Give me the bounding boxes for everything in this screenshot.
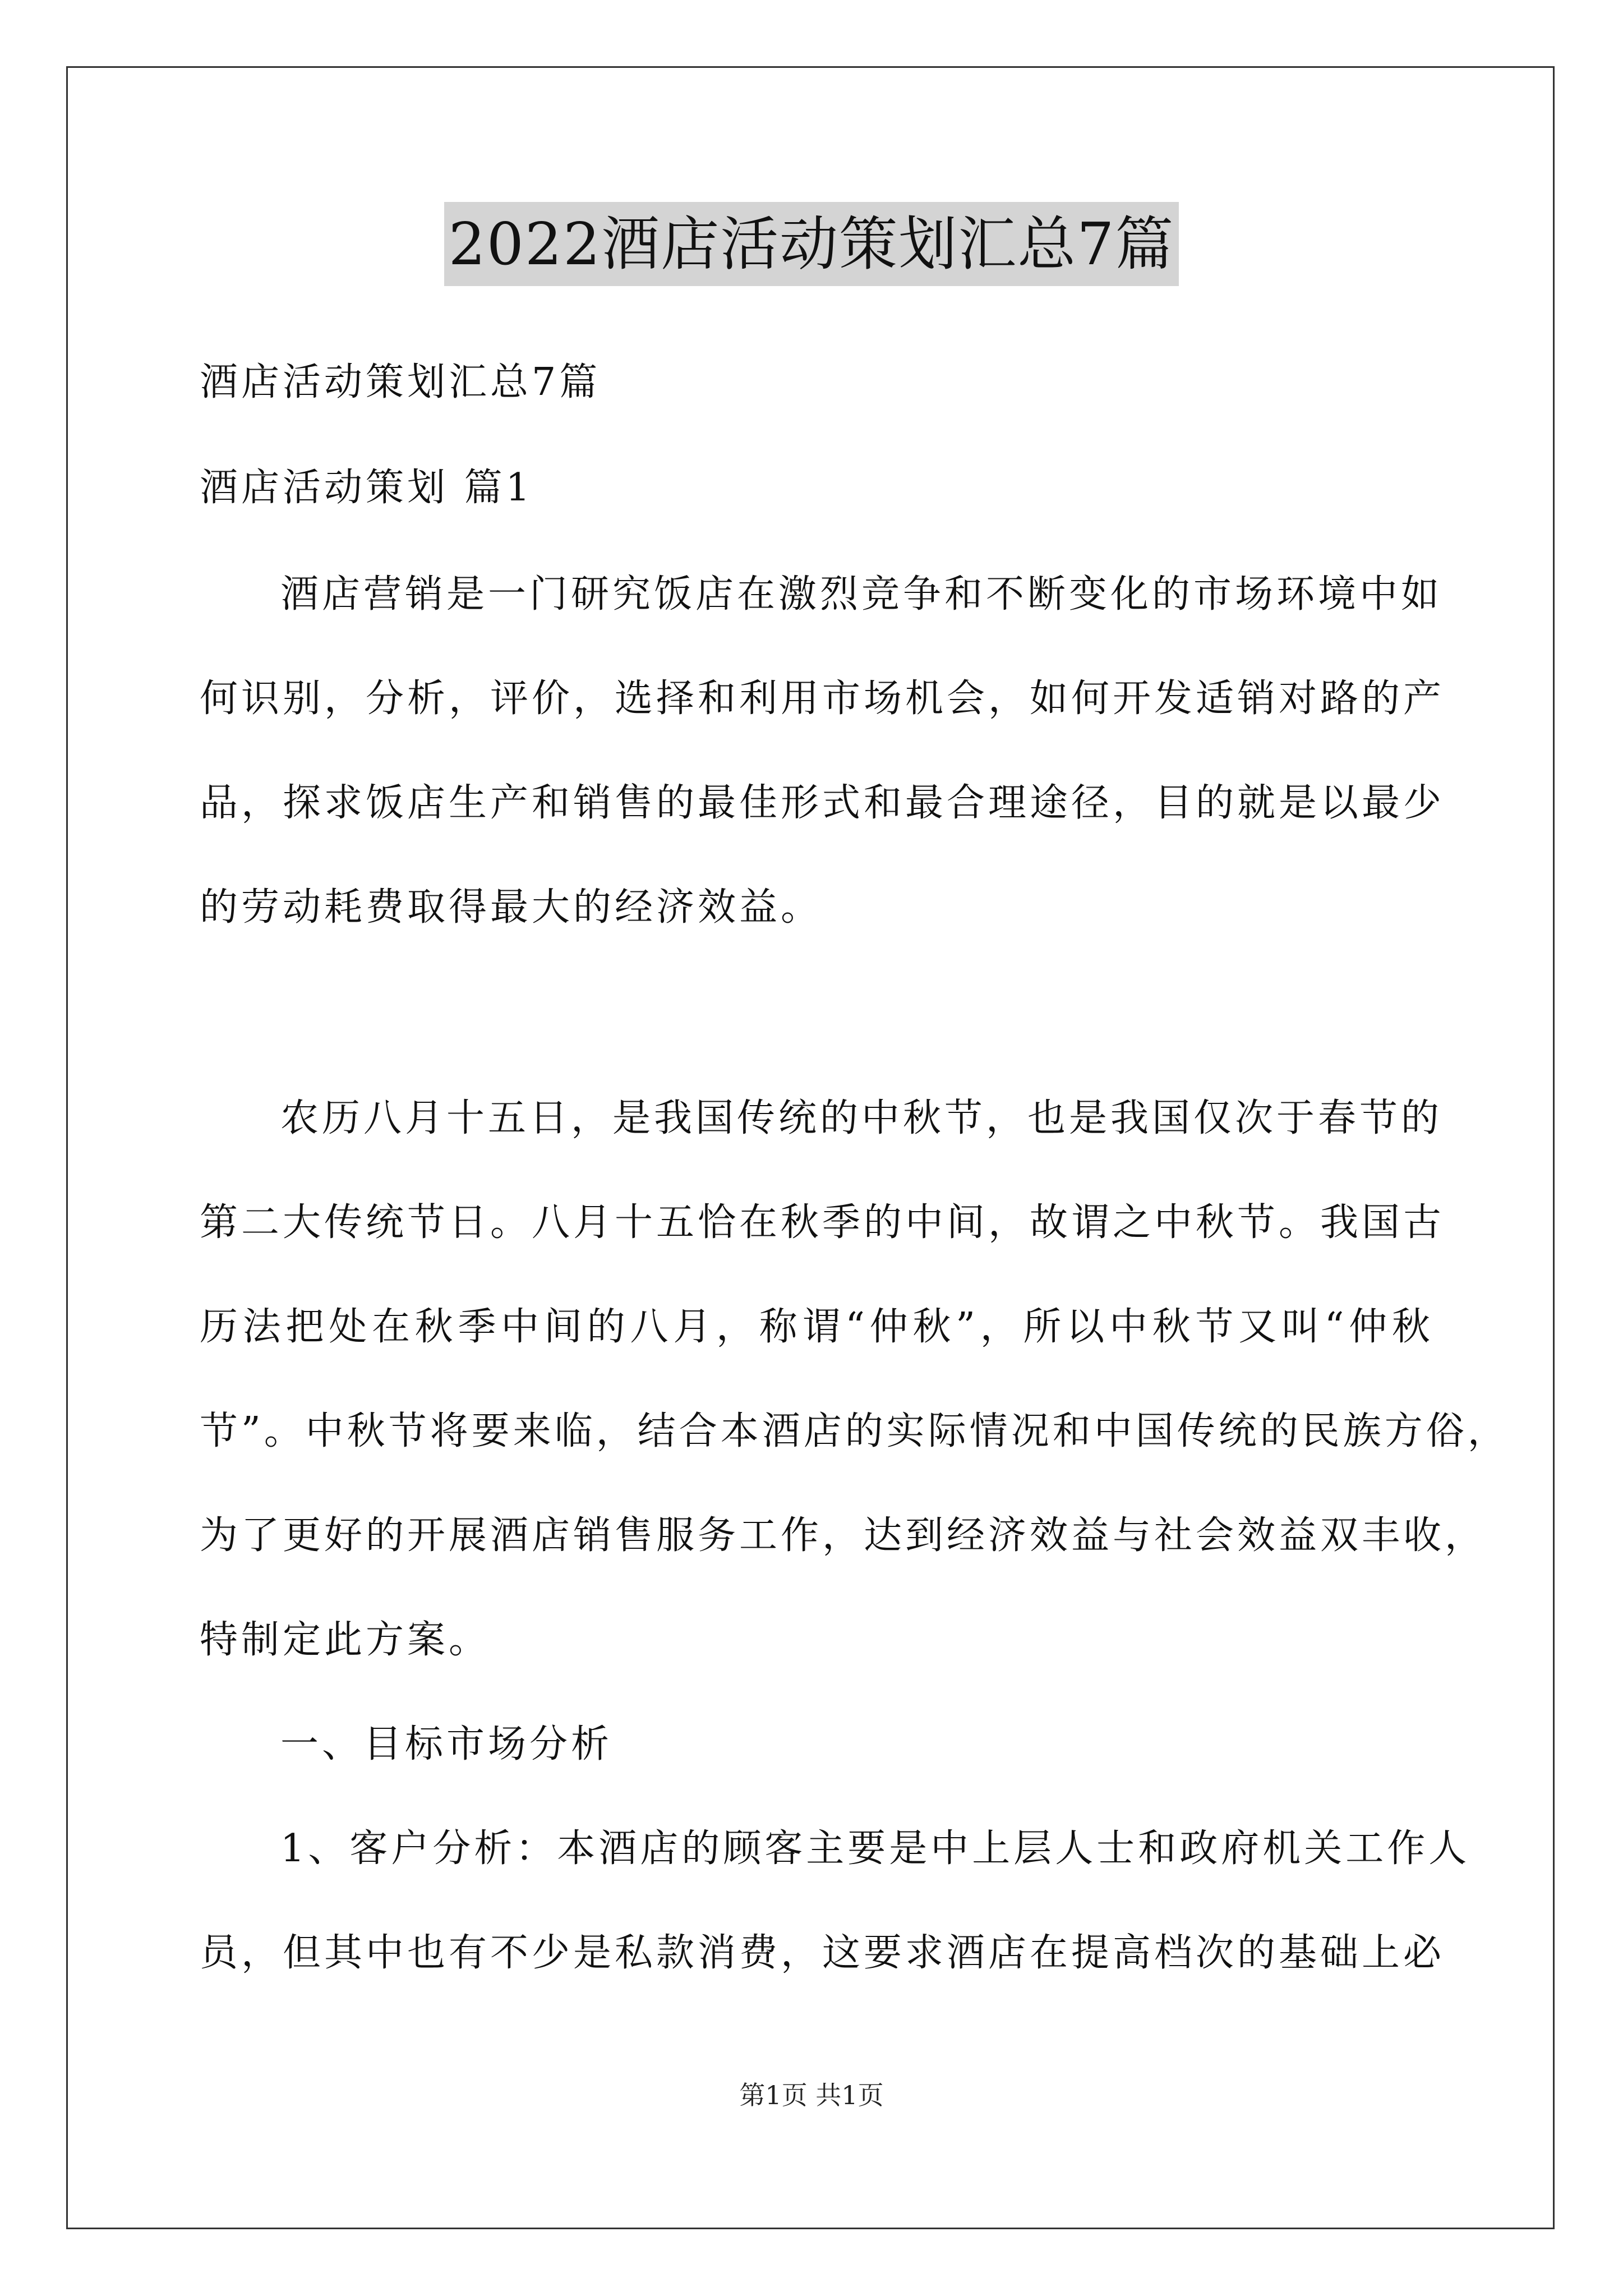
document-title: 2022酒店活动策划汇总7篇 [444, 202, 1179, 286]
subtitle-line: 酒店活动策划汇总7篇 [200, 360, 601, 404]
subsection-heading-line: 一、目标市场分析 [280, 1722, 613, 1766]
paragraph-line: 何识别，分析，评价，选择和利用市场机会，如何开发适销对路的产 [200, 677, 1445, 721]
paragraph-line: 品，探求饭店生产和销售的最佳形式和最合理途径，目的就是以最少 [200, 781, 1445, 825]
paragraph-line: 农历八月十五日，是我国传统的中秋节，也是我国仅次于春节的 [280, 1096, 1443, 1140]
section-heading-line: 酒店活动策划 篇1 [200, 466, 533, 510]
paragraph-line: 节”。中秋节将要来临，结合本酒店的实际情况和中国传统的民族方俗， [200, 1409, 1509, 1453]
title-container [0, 202, 1623, 286]
paragraph-line: 的劳动耗费取得最大的经济效益。 [200, 885, 823, 930]
paragraph-line: 为了更好的开展酒店销售服务工作，达到经济效益与社会效益双丰收， [200, 1513, 1487, 1558]
paragraph-line: 酒店营销是一门研究饭店在激烈竞争和不断变化的市场环境中如 [280, 572, 1443, 616]
paragraph-line: 特制定此方案。 [200, 1618, 491, 1662]
paragraph-line: 员，但其中也有不少是私款消费，这要求酒店在提高档次的基础上必 [200, 1931, 1445, 1975]
paragraph-line: 第二大传统节日。八月十五恰在秋季的中间，故谓之中秋节。我国古 [200, 1200, 1445, 1245]
paragraph-line: 历法把处在秋季中间的八月，称谓“仲秋”，所以中秋节又叫“仲秋 [200, 1305, 1433, 1349]
paragraph-line: 1、客户分析：本酒店的顾客主要是中上层人士和政府机关工作人 [280, 1826, 1470, 1871]
page-footer: 第1页 共1页 [739, 2080, 884, 2110]
